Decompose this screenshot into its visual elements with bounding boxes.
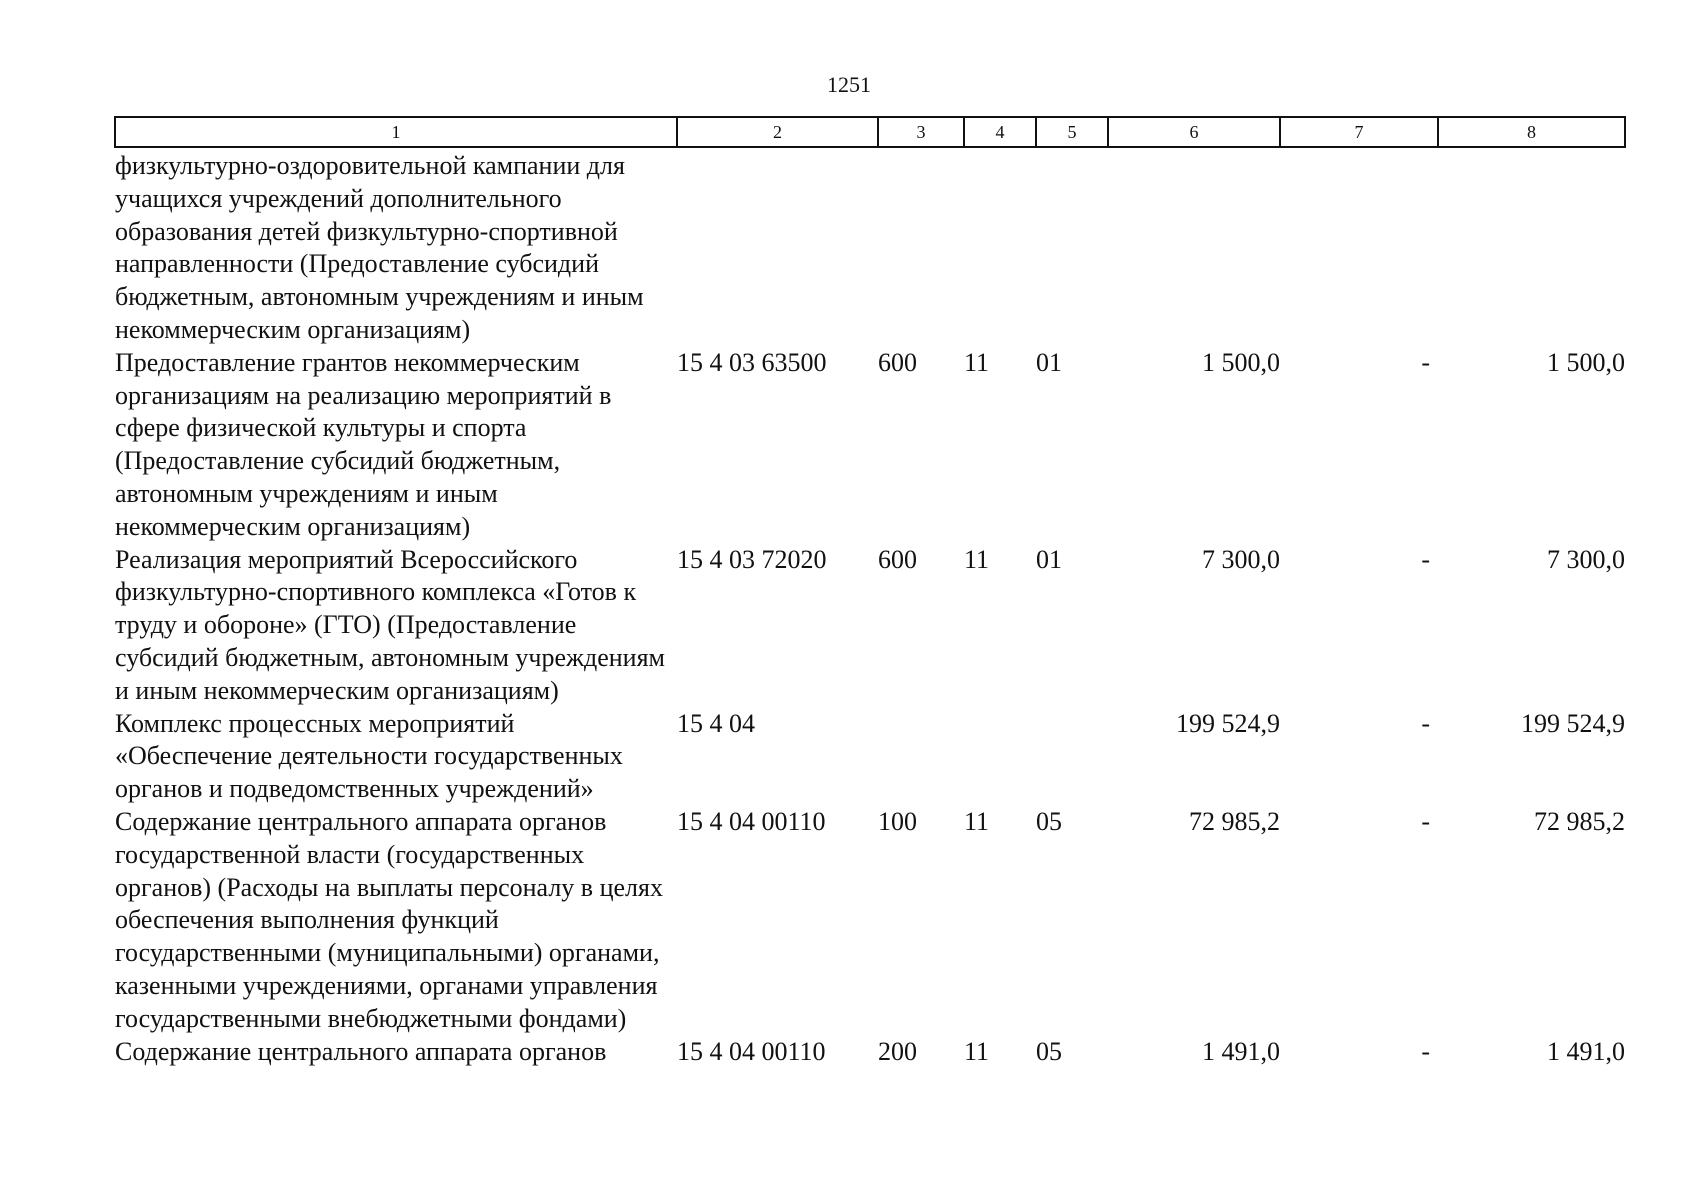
- row-section: 11: [964, 544, 990, 574]
- row-amount: 1 491,0: [1202, 1036, 1280, 1066]
- row-change: -: [1421, 1036, 1430, 1066]
- row-code: 15 4 03 72020: [677, 544, 827, 574]
- table-row: [115, 1036, 1625, 1069]
- column-header-3: 3: [878, 117, 964, 147]
- table-body: [115, 147, 1625, 1068]
- row-subsection: [1036, 147, 1108, 347]
- row-amount: 199 524,9: [1176, 708, 1280, 738]
- row-subsection: 05: [1036, 1036, 1062, 1066]
- budget-table: [114, 116, 1626, 1068]
- row-code: [677, 147, 878, 347]
- table-row: [115, 147, 1625, 347]
- row-type: 200: [878, 1036, 917, 1066]
- row-total: 1 491,0: [1547, 1036, 1625, 1066]
- row-type: [878, 147, 964, 347]
- row-amount: 72 985,2: [1189, 806, 1280, 836]
- row-change: [1280, 147, 1438, 347]
- row-amount: 7 300,0: [1202, 544, 1280, 574]
- row-section: [964, 708, 1036, 806]
- row-amount: [1108, 147, 1280, 347]
- table-row: [115, 708, 1625, 806]
- row-total: 7 300,0: [1547, 544, 1625, 574]
- row-code: 15 4 04 00110: [677, 1036, 826, 1066]
- row-code: 15 4 03 63500: [677, 347, 827, 377]
- row-section: [964, 147, 1036, 347]
- column-number-row: [115, 117, 1625, 147]
- row-code: 15 4 04 00110: [677, 806, 826, 836]
- column-header-4: 4: [964, 117, 1036, 147]
- row-code: 15 4 04: [677, 708, 755, 738]
- row-amount: 1 500,0: [1202, 347, 1280, 377]
- row-section: 11: [964, 806, 990, 836]
- row-type: 100: [878, 806, 917, 836]
- column-header-2: 2: [677, 117, 878, 147]
- row-type: 600: [878, 347, 917, 377]
- row-total: 72 985,2: [1534, 806, 1625, 836]
- row-change: -: [1421, 347, 1430, 377]
- row-total: [1438, 147, 1625, 347]
- row-total: 1 500,0: [1547, 347, 1625, 377]
- row-name: Комплекс процессных мероприятий «Обеспечение деятельности государственных органов и подведомственных учреждений»: [115, 708, 623, 804]
- row-subsection: 05: [1036, 806, 1062, 836]
- row-type: [878, 708, 964, 806]
- row-name: Реализация мероприятий Всероссийского физкультурно-спортивного комплекса «Готов к труду и обороне» (ГТО) (Предоставление субсидий бюджетным, автономным учреждениям и иным некоммерческим организациям): [115, 544, 665, 705]
- row-subsection: 01: [1036, 544, 1062, 574]
- row-total: 199 524,9: [1521, 708, 1625, 738]
- row-name: Содержание центрального аппарата органов государственной власти (государственных органов) (Расходы на выплаты персоналу в целях обеспечения выполнения функций государственными (муниципальными) органами, казенными учреждениями, органами управления государственными внебюджетными фондами): [115, 806, 663, 1033]
- column-header-6: 6: [1108, 117, 1280, 147]
- table-row: [115, 347, 1625, 544]
- row-change: -: [1421, 708, 1430, 738]
- column-header-5: 5: [1036, 117, 1108, 147]
- table-header: [115, 117, 1625, 147]
- row-name: Содержание центрального аппарата органов: [115, 1036, 607, 1066]
- table-row: [115, 544, 1625, 708]
- row-change: -: [1421, 806, 1430, 836]
- row-section: 11: [964, 347, 990, 377]
- row-name: Предоставление грантов некоммерческим организациям на реализацию мероприятий в сфере физической культуры и спорта (Предоставление субсидий бюджетным, автономным учреждениям и иным некоммерческим организациям): [115, 347, 612, 541]
- row-name: физкультурно-оздоровительной кампании для учащихся учреждений дополнительного образования детей физкультурно-спортивной направленности (Предоставление субсидий бюджетным, автономным учреждениям и иным некоммерческим организациям): [115, 151, 644, 344]
- column-header-7: 7: [1280, 117, 1438, 147]
- row-type: 600: [878, 544, 917, 574]
- page-number: 1251: [827, 72, 871, 97]
- table-row: [115, 806, 1625, 1036]
- row-subsection: 01: [1036, 347, 1062, 377]
- row-change: -: [1421, 544, 1430, 574]
- row-subsection: [1036, 708, 1108, 806]
- column-header-1: 1: [115, 117, 677, 147]
- row-section: 11: [964, 1036, 990, 1066]
- column-header-8: 8: [1438, 117, 1625, 147]
